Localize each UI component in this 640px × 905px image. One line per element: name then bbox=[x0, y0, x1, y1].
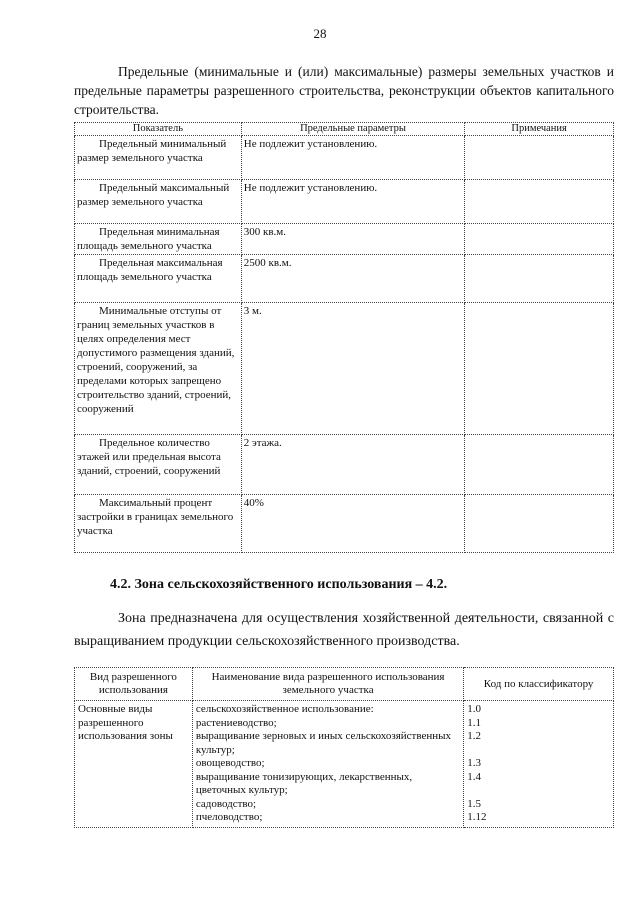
row-indicator: Предельный минимальный размер земельного участка bbox=[75, 136, 242, 180]
code-item: 1.2 bbox=[467, 730, 481, 742]
code-item: 1.1 bbox=[467, 716, 481, 729]
row-note bbox=[465, 303, 614, 435]
row-indicator: Предельная максимальная площадь земельного участка bbox=[75, 255, 242, 303]
row-value: Не подлежит установлению. bbox=[241, 180, 465, 224]
list-item: растениеводство; bbox=[195, 716, 277, 729]
row-note bbox=[465, 255, 614, 303]
row-value: Не подлежит установлению. bbox=[241, 136, 465, 180]
section-heading-zone: 4.2. Зона сельскохозяйственного использования – 4.2. bbox=[110, 577, 448, 592]
row-indicator: Максимальный процент застройки в границах земельного участка bbox=[75, 495, 242, 553]
table-row bbox=[75, 255, 614, 303]
table-row bbox=[75, 701, 614, 828]
row-value: 300 кв.м. bbox=[241, 224, 465, 255]
code-item: 1.0 bbox=[467, 703, 481, 715]
row-value: 2500 кв.м. bbox=[241, 255, 465, 303]
header-notes: Примечания bbox=[465, 123, 614, 136]
table-row bbox=[75, 495, 614, 553]
parameters-table bbox=[74, 122, 614, 553]
row-indicator: Минимальные отступы от границ земельных участков в целях определения мест допустимого размещения зданий, строений, сооружений, за пределами которых запрещено строительство зданий, строений, сооружений bbox=[75, 303, 242, 435]
use-codes bbox=[464, 701, 614, 828]
list-item: выращивание тонизирующих, лекарственных, цветочных культур; bbox=[195, 770, 413, 796]
header-code: Код по классификатору bbox=[464, 668, 614, 701]
use-names bbox=[192, 701, 463, 828]
code-item: 1.3 bbox=[467, 757, 481, 769]
permitted-use-table bbox=[74, 667, 614, 828]
list-item: садоводство; bbox=[195, 797, 257, 810]
row-value: 40% bbox=[241, 495, 465, 553]
zone-description: Зона предназначена для осуществления хозяйственной деятельности, связанной с выращиванием продукции сельскохозяйственного производства. bbox=[74, 611, 614, 649]
list-item: выращивание зерновых и иных сельскохозяйственных культур; bbox=[195, 730, 452, 756]
table-row bbox=[75, 224, 614, 255]
page-number: 28 bbox=[313, 26, 327, 41]
section-heading-parameters: Предельные (минимальные и (или) максимальные) размеры земельных участков и предельные параметры разрешенного строительства, реконструкции объектов капитального строительства. bbox=[74, 64, 614, 117]
row-indicator: Предельная минимальная площадь земельного участка bbox=[75, 224, 242, 255]
list-item: овощеводство; bbox=[195, 757, 265, 769]
table-row bbox=[75, 303, 614, 435]
row-note bbox=[465, 180, 614, 224]
header-indicator: Показатель bbox=[75, 123, 242, 136]
row-note bbox=[465, 435, 614, 495]
row-indicator: Предельный максимальный размер земельного участка bbox=[75, 180, 242, 224]
row-value: 2 этажа. bbox=[241, 435, 465, 495]
row-note bbox=[465, 495, 614, 553]
header-parameters: Предельные параметры bbox=[241, 123, 465, 136]
table-row bbox=[75, 180, 614, 224]
code-item: 1.5 bbox=[467, 797, 481, 810]
row-indicator: Предельное количество этажей или предельная высота зданий, строений, сооружений bbox=[75, 435, 242, 495]
row-note bbox=[465, 224, 614, 255]
table-header-row bbox=[75, 123, 614, 136]
code-item: 1.4 bbox=[467, 770, 481, 783]
header-use-type: Вид разрешенного использования bbox=[75, 668, 193, 701]
list-item: сельскохозяйственное использование: bbox=[195, 703, 374, 715]
use-category: Основные виды разрешенного использования зоны bbox=[75, 701, 193, 828]
header-use-name: Наименование вида разрешенного использования земельного участка bbox=[192, 668, 463, 701]
row-value: 3 м. bbox=[241, 303, 465, 435]
table-row bbox=[75, 435, 614, 495]
table-header-row bbox=[75, 668, 614, 701]
list-item: пчеловодство; bbox=[195, 811, 263, 823]
table-row bbox=[75, 136, 614, 180]
row-note bbox=[465, 136, 614, 180]
code-item: 1.12 bbox=[467, 811, 487, 823]
